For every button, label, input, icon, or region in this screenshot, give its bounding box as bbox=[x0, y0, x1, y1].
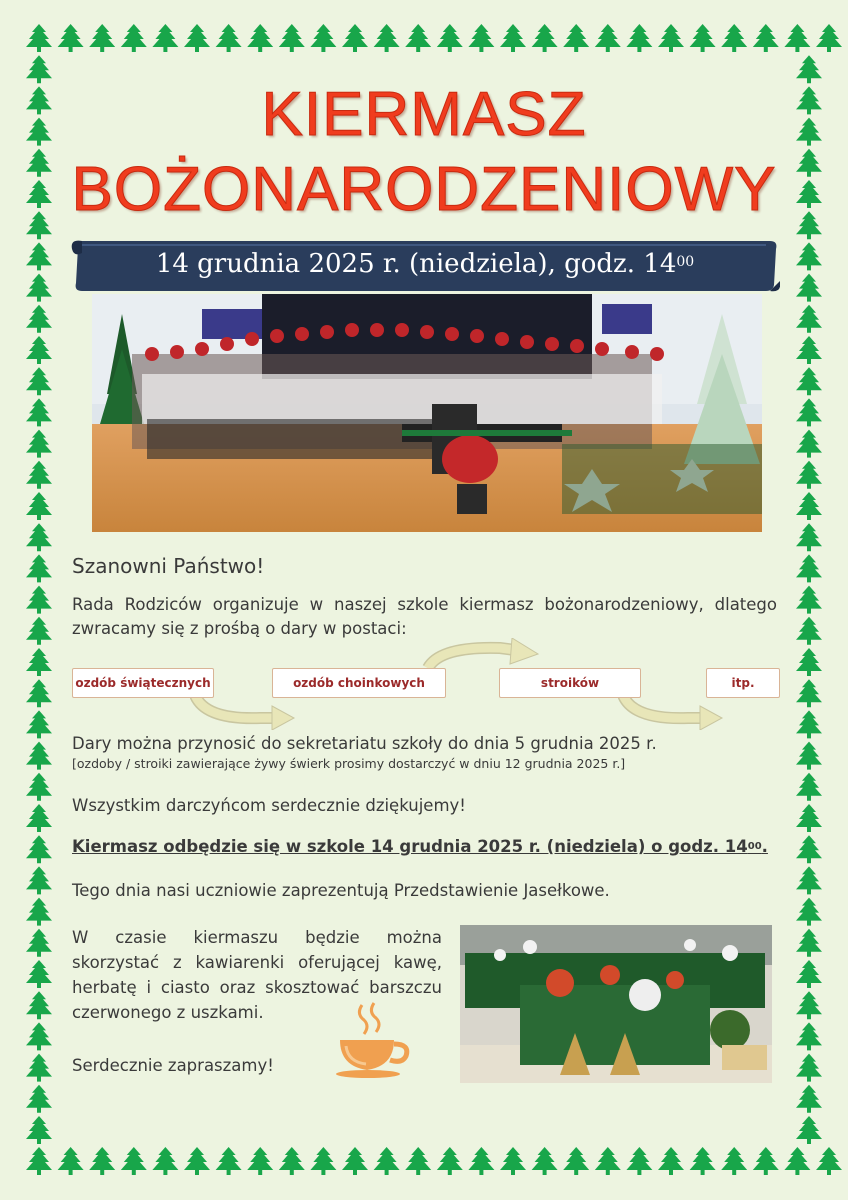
christmas-tree-icon bbox=[468, 24, 494, 52]
christmas-tree-icon bbox=[26, 1147, 52, 1175]
christmas-tree-icon bbox=[26, 742, 52, 770]
christmas-tree-icon bbox=[26, 242, 52, 270]
christmas-tree-icon bbox=[796, 367, 822, 395]
christmas-tree-icon bbox=[796, 336, 822, 364]
christmas-tree-icon bbox=[796, 742, 822, 770]
christmas-tree-icon bbox=[796, 492, 822, 520]
christmas-tree-icon bbox=[310, 1147, 336, 1175]
christmas-tree-icon bbox=[796, 773, 822, 801]
christmas-tree-icon bbox=[500, 1147, 526, 1175]
cafe-info: W czasie kiermaszu będzie można skorzystać z kawiarenki oferującej kawę, herbatę i ciasto oraz skosztować barszczu czerwonego z uszkami. bbox=[72, 928, 442, 1022]
christmas-tree-icon bbox=[796, 305, 822, 333]
intro-paragraph: Rada Rodziców organizuje w naszej szkole kiermasz bożonarodzeniowy, dlatego zwracamy się z prośbą o dary w postaci: bbox=[72, 595, 777, 638]
christmas-tree-icon bbox=[374, 1147, 400, 1175]
greeting: Szanowni Państwo! bbox=[72, 554, 265, 578]
christmas-tree-icon bbox=[26, 24, 52, 52]
christmas-tree-icon bbox=[405, 1147, 431, 1175]
item-decorations: ozdób świątecznych bbox=[72, 668, 214, 698]
market-photo bbox=[460, 925, 772, 1083]
christmas-tree-icon bbox=[690, 24, 716, 52]
christmas-tree-icon bbox=[216, 24, 242, 52]
christmas-tree-icon bbox=[796, 1116, 822, 1144]
christmas-tree-icon bbox=[279, 1147, 305, 1175]
christmas-tree-icon bbox=[796, 679, 822, 707]
christmas-tree-icon bbox=[658, 1147, 684, 1175]
christmas-tree-icon bbox=[26, 430, 52, 458]
christmas-tree-icon bbox=[784, 1147, 810, 1175]
christmas-tree-icon bbox=[184, 24, 210, 52]
christmas-tree-icon bbox=[690, 1147, 716, 1175]
christmas-tree-icon bbox=[26, 398, 52, 426]
christmas-tree-icon bbox=[26, 898, 52, 926]
christmas-tree-icon bbox=[342, 1147, 368, 1175]
christmas-tree-icon bbox=[26, 523, 52, 551]
christmas-tree-icon bbox=[184, 1147, 210, 1175]
christmas-tree-icon bbox=[796, 648, 822, 676]
closing-invite: Serdecznie zapraszamy! bbox=[72, 1056, 274, 1075]
christmas-tree-icon bbox=[26, 866, 52, 894]
christmas-tree-icon bbox=[26, 336, 52, 364]
christmas-tree-icon bbox=[405, 24, 431, 52]
christmas-tree-icon bbox=[26, 929, 52, 957]
christmas-tree-icon bbox=[796, 461, 822, 489]
christmas-tree-icon bbox=[563, 24, 589, 52]
christmas-tree-icon bbox=[26, 305, 52, 333]
christmas-tree-icon bbox=[796, 1022, 822, 1050]
item-tree-ornaments: ozdób choinkowych bbox=[272, 668, 446, 698]
christmas-tree-icon bbox=[796, 710, 822, 738]
christmas-tree-icon bbox=[89, 1147, 115, 1175]
banner-date-text: 14 grudnia 2025 r. (niedziela), godz. 14 bbox=[155, 249, 677, 279]
event-line bbox=[72, 836, 777, 858]
title-line-1: KIERMASZ bbox=[261, 80, 587, 149]
christmas-tree-icon bbox=[796, 835, 822, 863]
christmas-tree-icon bbox=[468, 1147, 494, 1175]
christmas-tree-icon bbox=[26, 274, 52, 302]
christmas-tree-icon bbox=[796, 242, 822, 270]
title-line-2: BOŻONARODZENIOWY bbox=[71, 155, 777, 224]
thanks: Wszystkim darczyńcom serdecznie dziękujemy! bbox=[72, 796, 466, 815]
christmas-tree-icon bbox=[279, 24, 305, 52]
christmas-tree-icon bbox=[796, 554, 822, 582]
christmas-tree-icon bbox=[26, 804, 52, 832]
event-line-end: . bbox=[761, 837, 768, 856]
christmas-tree-icon bbox=[753, 24, 779, 52]
christmas-tree-icon bbox=[26, 617, 52, 645]
choir-photo bbox=[92, 294, 762, 532]
christmas-tree-icon bbox=[796, 929, 822, 957]
christmas-tree-icon bbox=[595, 1147, 621, 1175]
christmas-tree-icon bbox=[796, 617, 822, 645]
christmas-tree-icon bbox=[121, 24, 147, 52]
christmas-tree-icon bbox=[26, 367, 52, 395]
banner-time-sup: 00 bbox=[676, 254, 695, 270]
christmas-tree-icon bbox=[26, 586, 52, 614]
christmas-tree-icon bbox=[626, 24, 652, 52]
christmas-tree-icon bbox=[500, 24, 526, 52]
christmas-tree-icon bbox=[26, 461, 52, 489]
christmas-tree-icon bbox=[26, 679, 52, 707]
christmas-tree-icon bbox=[721, 1147, 747, 1175]
christmas-tree-icon bbox=[796, 804, 822, 832]
christmas-tree-icon bbox=[796, 866, 822, 894]
christmas-tree-icon bbox=[437, 24, 463, 52]
christmas-tree-icon bbox=[796, 274, 822, 302]
christmas-tree-icon bbox=[532, 1147, 558, 1175]
christmas-tree-icon bbox=[26, 55, 52, 83]
item-etc: itp. bbox=[706, 668, 780, 698]
christmas-tree-icon bbox=[796, 960, 822, 988]
christmas-tree-icon bbox=[374, 24, 400, 52]
delivery-note: [ozdoby / stroiki zawierające żywy świerk prosimy dostarczyć w dniu 12 grudnia 2025 r.] bbox=[72, 756, 626, 771]
christmas-tree-icon bbox=[658, 24, 684, 52]
christmas-tree-icon bbox=[247, 24, 273, 52]
christmas-tree-icon bbox=[89, 24, 115, 52]
christmas-tree-icon bbox=[152, 24, 178, 52]
christmas-tree-icon bbox=[26, 960, 52, 988]
christmas-tree-icon bbox=[58, 1147, 84, 1175]
christmas-tree-icon bbox=[26, 492, 52, 520]
christmas-tree-icon bbox=[26, 1054, 52, 1082]
christmas-tree-icon bbox=[796, 398, 822, 426]
christmas-tree-icon bbox=[796, 1085, 822, 1113]
christmas-tree-icon bbox=[796, 523, 822, 551]
christmas-tree-icon bbox=[26, 1022, 52, 1050]
delivery-info: Dary można przynosić do sekretariatu szkoły do dnia 5 grudnia 2025 r. bbox=[72, 734, 657, 753]
christmas-tree-icon bbox=[26, 648, 52, 676]
christmas-tree-icon bbox=[216, 1147, 242, 1175]
christmas-tree-icon bbox=[437, 1147, 463, 1175]
christmas-tree-icon bbox=[796, 55, 822, 83]
christmas-tree-icon bbox=[796, 1054, 822, 1082]
christmas-tree-icon bbox=[816, 1147, 842, 1175]
christmas-tree-icon bbox=[121, 1147, 147, 1175]
christmas-tree-icon bbox=[796, 991, 822, 1019]
christmas-tree-icon bbox=[152, 1147, 178, 1175]
christmas-tree-icon bbox=[784, 24, 810, 52]
event-time-sup: 00 bbox=[747, 841, 762, 852]
event-line-text: Kiermasz odbędzie się w szkole 14 grudnia 2025 r. (niedziela) o godz. 14 bbox=[72, 837, 748, 856]
christmas-tree-icon bbox=[58, 24, 84, 52]
christmas-tree-icon bbox=[796, 430, 822, 458]
item-wreaths: stroików bbox=[499, 668, 641, 698]
christmas-tree-icon bbox=[532, 24, 558, 52]
christmas-tree-icon bbox=[342, 24, 368, 52]
christmas-tree-icon bbox=[563, 1147, 589, 1175]
christmas-tree-icon bbox=[26, 991, 52, 1019]
christmas-tree-icon bbox=[753, 1147, 779, 1175]
christmas-tree-icon bbox=[26, 1116, 52, 1144]
event-date-banner bbox=[80, 242, 770, 286]
christmas-tree-icon bbox=[26, 1085, 52, 1113]
christmas-tree-icon bbox=[796, 898, 822, 926]
christmas-tree-icon bbox=[796, 586, 822, 614]
christmas-tree-icon bbox=[26, 710, 52, 738]
christmas-tree-icon bbox=[721, 24, 747, 52]
nativity-info: Tego dnia nasi uczniowie zaprezentują Przedstawienie Jasełkowe. bbox=[72, 881, 610, 900]
christmas-tree-icon bbox=[26, 773, 52, 801]
christmas-tree-icon bbox=[816, 24, 842, 52]
christmas-tree-icon bbox=[247, 1147, 273, 1175]
christmas-tree-icon bbox=[310, 24, 336, 52]
christmas-tree-icon bbox=[626, 1147, 652, 1175]
christmas-tree-icon bbox=[595, 24, 621, 52]
christmas-tree-icon bbox=[26, 554, 52, 582]
christmas-tree-icon bbox=[26, 835, 52, 863]
